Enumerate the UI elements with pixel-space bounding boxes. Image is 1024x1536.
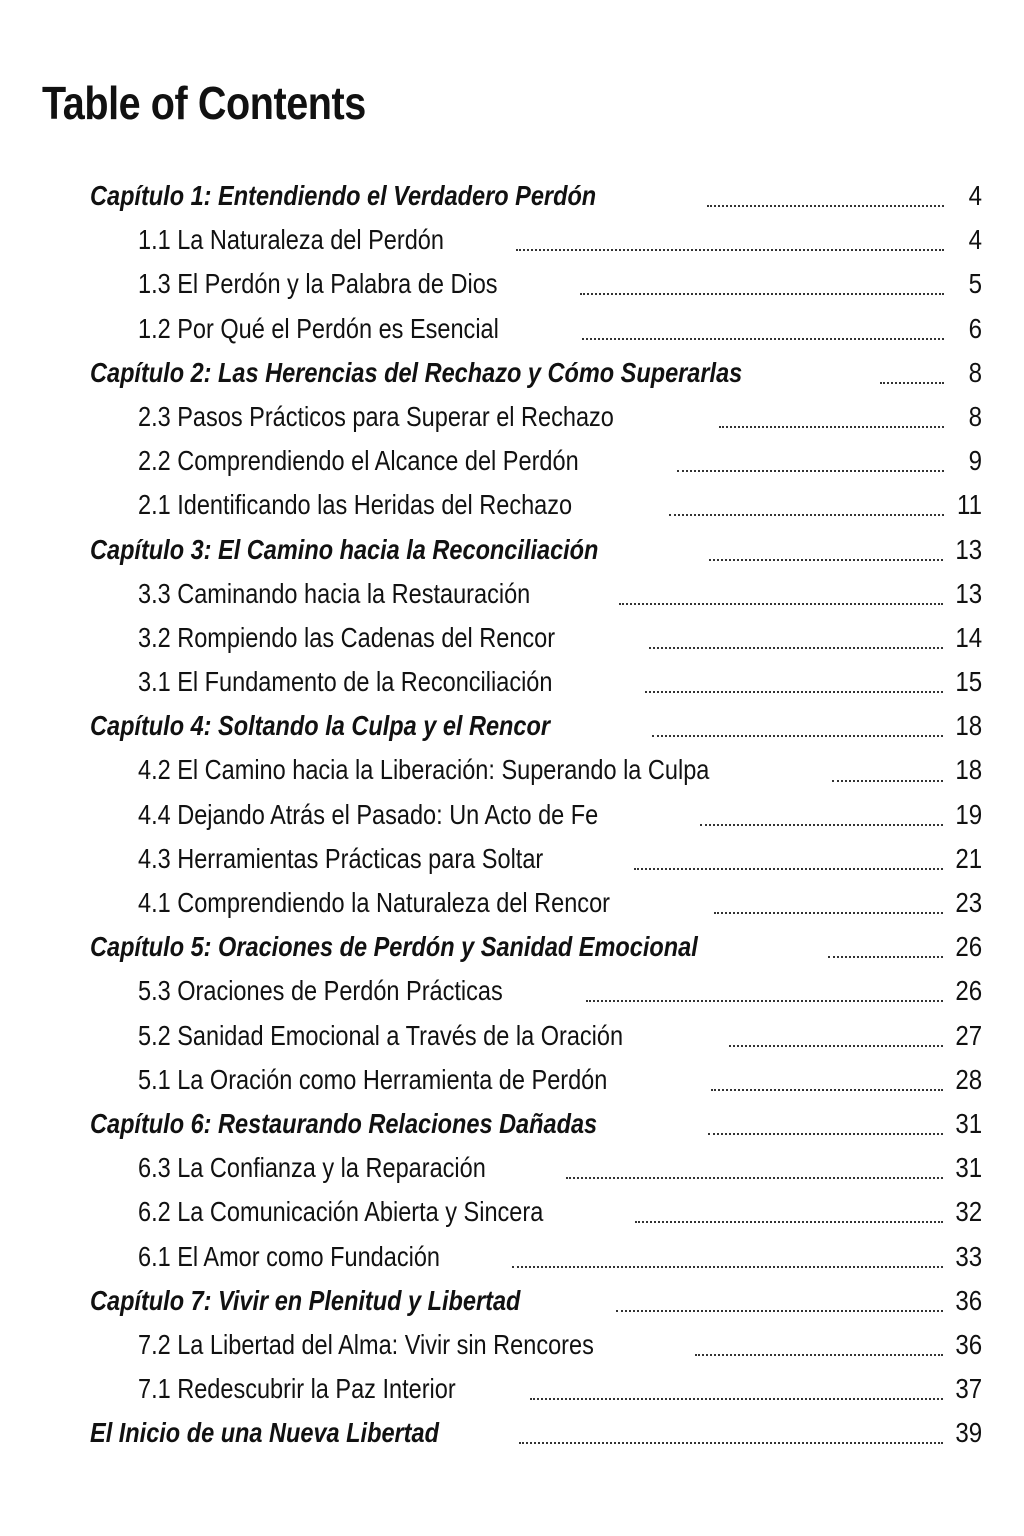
toc-section-entry[interactable] <box>90 1014 982 1058</box>
page-number: 31 <box>955 1152 982 1184</box>
toc-section-entry[interactable] <box>90 307 982 351</box>
page-number: 19 <box>955 798 982 830</box>
dot-leader <box>677 470 944 472</box>
page-title: Table of Contents <box>42 77 366 129</box>
page-number: 33 <box>955 1240 982 1272</box>
dot-leader <box>707 205 944 207</box>
section-title: 1.3 El Perdón y la Palabra de Dios <box>138 268 498 300</box>
table-of-contents <box>90 174 982 1455</box>
toc-section-entry[interactable] <box>90 395 982 439</box>
dot-leader <box>695 1354 943 1356</box>
page-number: 4 <box>968 180 982 211</box>
chapter-title: Capítulo 7: Vivir en Plenitud y Libertad <box>90 1284 521 1316</box>
section-title: 6.3 La Confianza y la Reparación <box>138 1152 486 1184</box>
toc-section-entry[interactable] <box>90 1235 982 1279</box>
toc-chapter-entry[interactable] <box>90 925 982 969</box>
section-title: 1.2 Por Qué el Perdón es Esencial <box>138 312 499 344</box>
dot-leader <box>619 603 943 605</box>
page-number: 21 <box>955 842 982 874</box>
toc-section-entry[interactable] <box>90 1058 982 1102</box>
dot-leader <box>566 1177 943 1179</box>
toc-chapter-entry[interactable] <box>90 704 982 748</box>
page-number: 28 <box>955 1063 982 1095</box>
chapter-title: Capítulo 1: Entendiendo el Verdadero Perdón <box>90 180 597 211</box>
section-title: 7.2 La Libertad del Alma: Vivir sin Rencores <box>138 1328 594 1360</box>
toc-chapter-entry[interactable] <box>90 528 982 572</box>
toc-section-entry[interactable] <box>90 1146 982 1190</box>
section-title: 5.3 Oraciones de Perdón Prácticas <box>138 975 503 1007</box>
page-number: 26 <box>955 975 982 1007</box>
page-number: 4 <box>968 224 982 256</box>
toc-section-entry[interactable] <box>90 1323 982 1367</box>
section-title: 2.1 Identificando las Heridas del Rechazo <box>138 489 573 521</box>
toc-section-entry[interactable] <box>90 881 982 925</box>
dot-leader <box>519 1442 942 1444</box>
chapter-title: Capítulo 5: Oraciones de Perdón y Sanidad Emocional <box>90 931 698 963</box>
dot-leader <box>516 249 944 251</box>
toc-section-entry[interactable] <box>90 969 982 1013</box>
chapter-title: Capítulo 3: El Camino hacia la Reconciliación <box>90 533 599 565</box>
section-title: 4.4 Dejando Atrás el Pasado: Un Acto de Fe <box>138 798 599 830</box>
dot-leader <box>649 647 943 649</box>
toc-section-entry[interactable] <box>90 1190 982 1234</box>
toc-chapter-entry[interactable] <box>90 1411 982 1455</box>
dot-leader <box>586 1000 943 1002</box>
toc-section-entry[interactable] <box>90 218 982 262</box>
toc-section-entry[interactable] <box>90 1367 982 1411</box>
toc-section-entry[interactable] <box>90 439 982 483</box>
page-number: 26 <box>955 931 982 963</box>
toc-chapter-entry[interactable] <box>90 174 982 218</box>
page-number: 13 <box>955 533 982 565</box>
section-title: 2.2 Comprendiendo el Alcance del Perdón <box>138 445 579 477</box>
page-number: 37 <box>955 1373 982 1405</box>
dot-leader <box>719 426 944 428</box>
page-number: 18 <box>955 754 982 786</box>
dot-leader <box>652 735 943 737</box>
toc-section-entry[interactable] <box>90 572 982 616</box>
section-title: 6.1 El Amor como Fundación <box>138 1240 440 1272</box>
dot-leader <box>512 1266 943 1268</box>
dot-leader <box>669 514 944 516</box>
page-number: 11 <box>956 489 982 521</box>
dot-leader <box>700 824 943 826</box>
page-number: 31 <box>955 1107 982 1139</box>
chapter-title: Capítulo 4: Soltando la Culpa y el Rencor <box>90 710 551 742</box>
section-title: 4.3 Herramientas Prácticas para Soltar <box>138 842 544 874</box>
page-number: 14 <box>955 621 982 653</box>
dot-leader <box>832 780 943 782</box>
toc-section-entry[interactable] <box>90 616 982 660</box>
dot-leader <box>582 338 944 340</box>
section-title: 3.3 Caminando hacia la Restauración <box>138 577 531 609</box>
dot-leader <box>729 1045 942 1047</box>
section-title: 2.3 Pasos Prácticos para Superar el Rechazo <box>138 400 614 432</box>
chapter-title: El Inicio de una Nueva Libertad <box>90 1417 439 1449</box>
page-number: 39 <box>955 1417 982 1449</box>
toc-chapter-entry[interactable] <box>90 1279 982 1323</box>
dot-leader <box>645 691 942 693</box>
toc-section-entry[interactable] <box>90 837 982 881</box>
page-number: 36 <box>955 1284 982 1316</box>
dot-leader <box>709 559 943 561</box>
section-title: 3.1 El Fundamento de la Reconciliación <box>138 666 553 698</box>
dot-leader <box>711 1089 943 1091</box>
dot-leader <box>708 1133 943 1135</box>
toc-chapter-entry[interactable] <box>90 1102 982 1146</box>
section-title: 3.2 Rompiendo las Cadenas del Rencor <box>138 621 556 653</box>
chapter-title: Capítulo 2: Las Herencias del Rechazo y Cómo Superarlas <box>90 356 743 388</box>
toc-section-entry[interactable] <box>90 262 982 306</box>
page-number: 27 <box>955 1019 982 1051</box>
section-title: 6.2 La Comunicación Abierta y Sincera <box>138 1196 544 1228</box>
section-title: 4.1 Comprendiendo la Naturaleza del Rencor <box>138 887 610 918</box>
page-number: 13 <box>955 577 982 609</box>
dot-leader <box>634 868 942 870</box>
section-title: 5.2 Sanidad Emocional a Través de la Oración <box>138 1019 624 1051</box>
toc-section-entry[interactable] <box>90 748 982 792</box>
toc-chapter-entry[interactable] <box>90 351 982 395</box>
toc-section-entry[interactable] <box>90 793 982 837</box>
dot-leader <box>880 382 944 384</box>
page-number: 5 <box>968 268 982 300</box>
section-title: 1.1 La Naturaleza del Perdón <box>138 224 444 256</box>
dot-leader <box>616 1310 942 1312</box>
page-number: 8 <box>968 356 982 388</box>
dot-leader <box>580 293 944 295</box>
toc-section-entry[interactable] <box>90 483 982 527</box>
page-number: 9 <box>968 445 982 477</box>
page-number: 32 <box>955 1196 982 1228</box>
chapter-title: Capítulo 6: Restaurando Relaciones Dañadas <box>90 1107 598 1139</box>
page-number: 18 <box>955 710 982 742</box>
dot-leader <box>635 1221 943 1223</box>
page-number: 15 <box>955 666 982 698</box>
page-number: 36 <box>955 1328 982 1360</box>
page-number: 23 <box>955 887 982 918</box>
dot-leader <box>714 912 943 914</box>
page-number: 6 <box>968 312 982 344</box>
page-number: 8 <box>968 400 982 432</box>
section-title: 4.2 El Camino hacia la Liberación: Superando la Culpa <box>138 754 710 786</box>
toc-section-entry[interactable] <box>90 660 982 704</box>
dot-leader <box>530 1398 943 1400</box>
section-title: 7.1 Redescubrir la Paz Interior <box>138 1373 456 1405</box>
section-title: 5.1 La Oración como Herramienta de Perdón <box>138 1063 608 1095</box>
dot-leader <box>828 956 943 958</box>
